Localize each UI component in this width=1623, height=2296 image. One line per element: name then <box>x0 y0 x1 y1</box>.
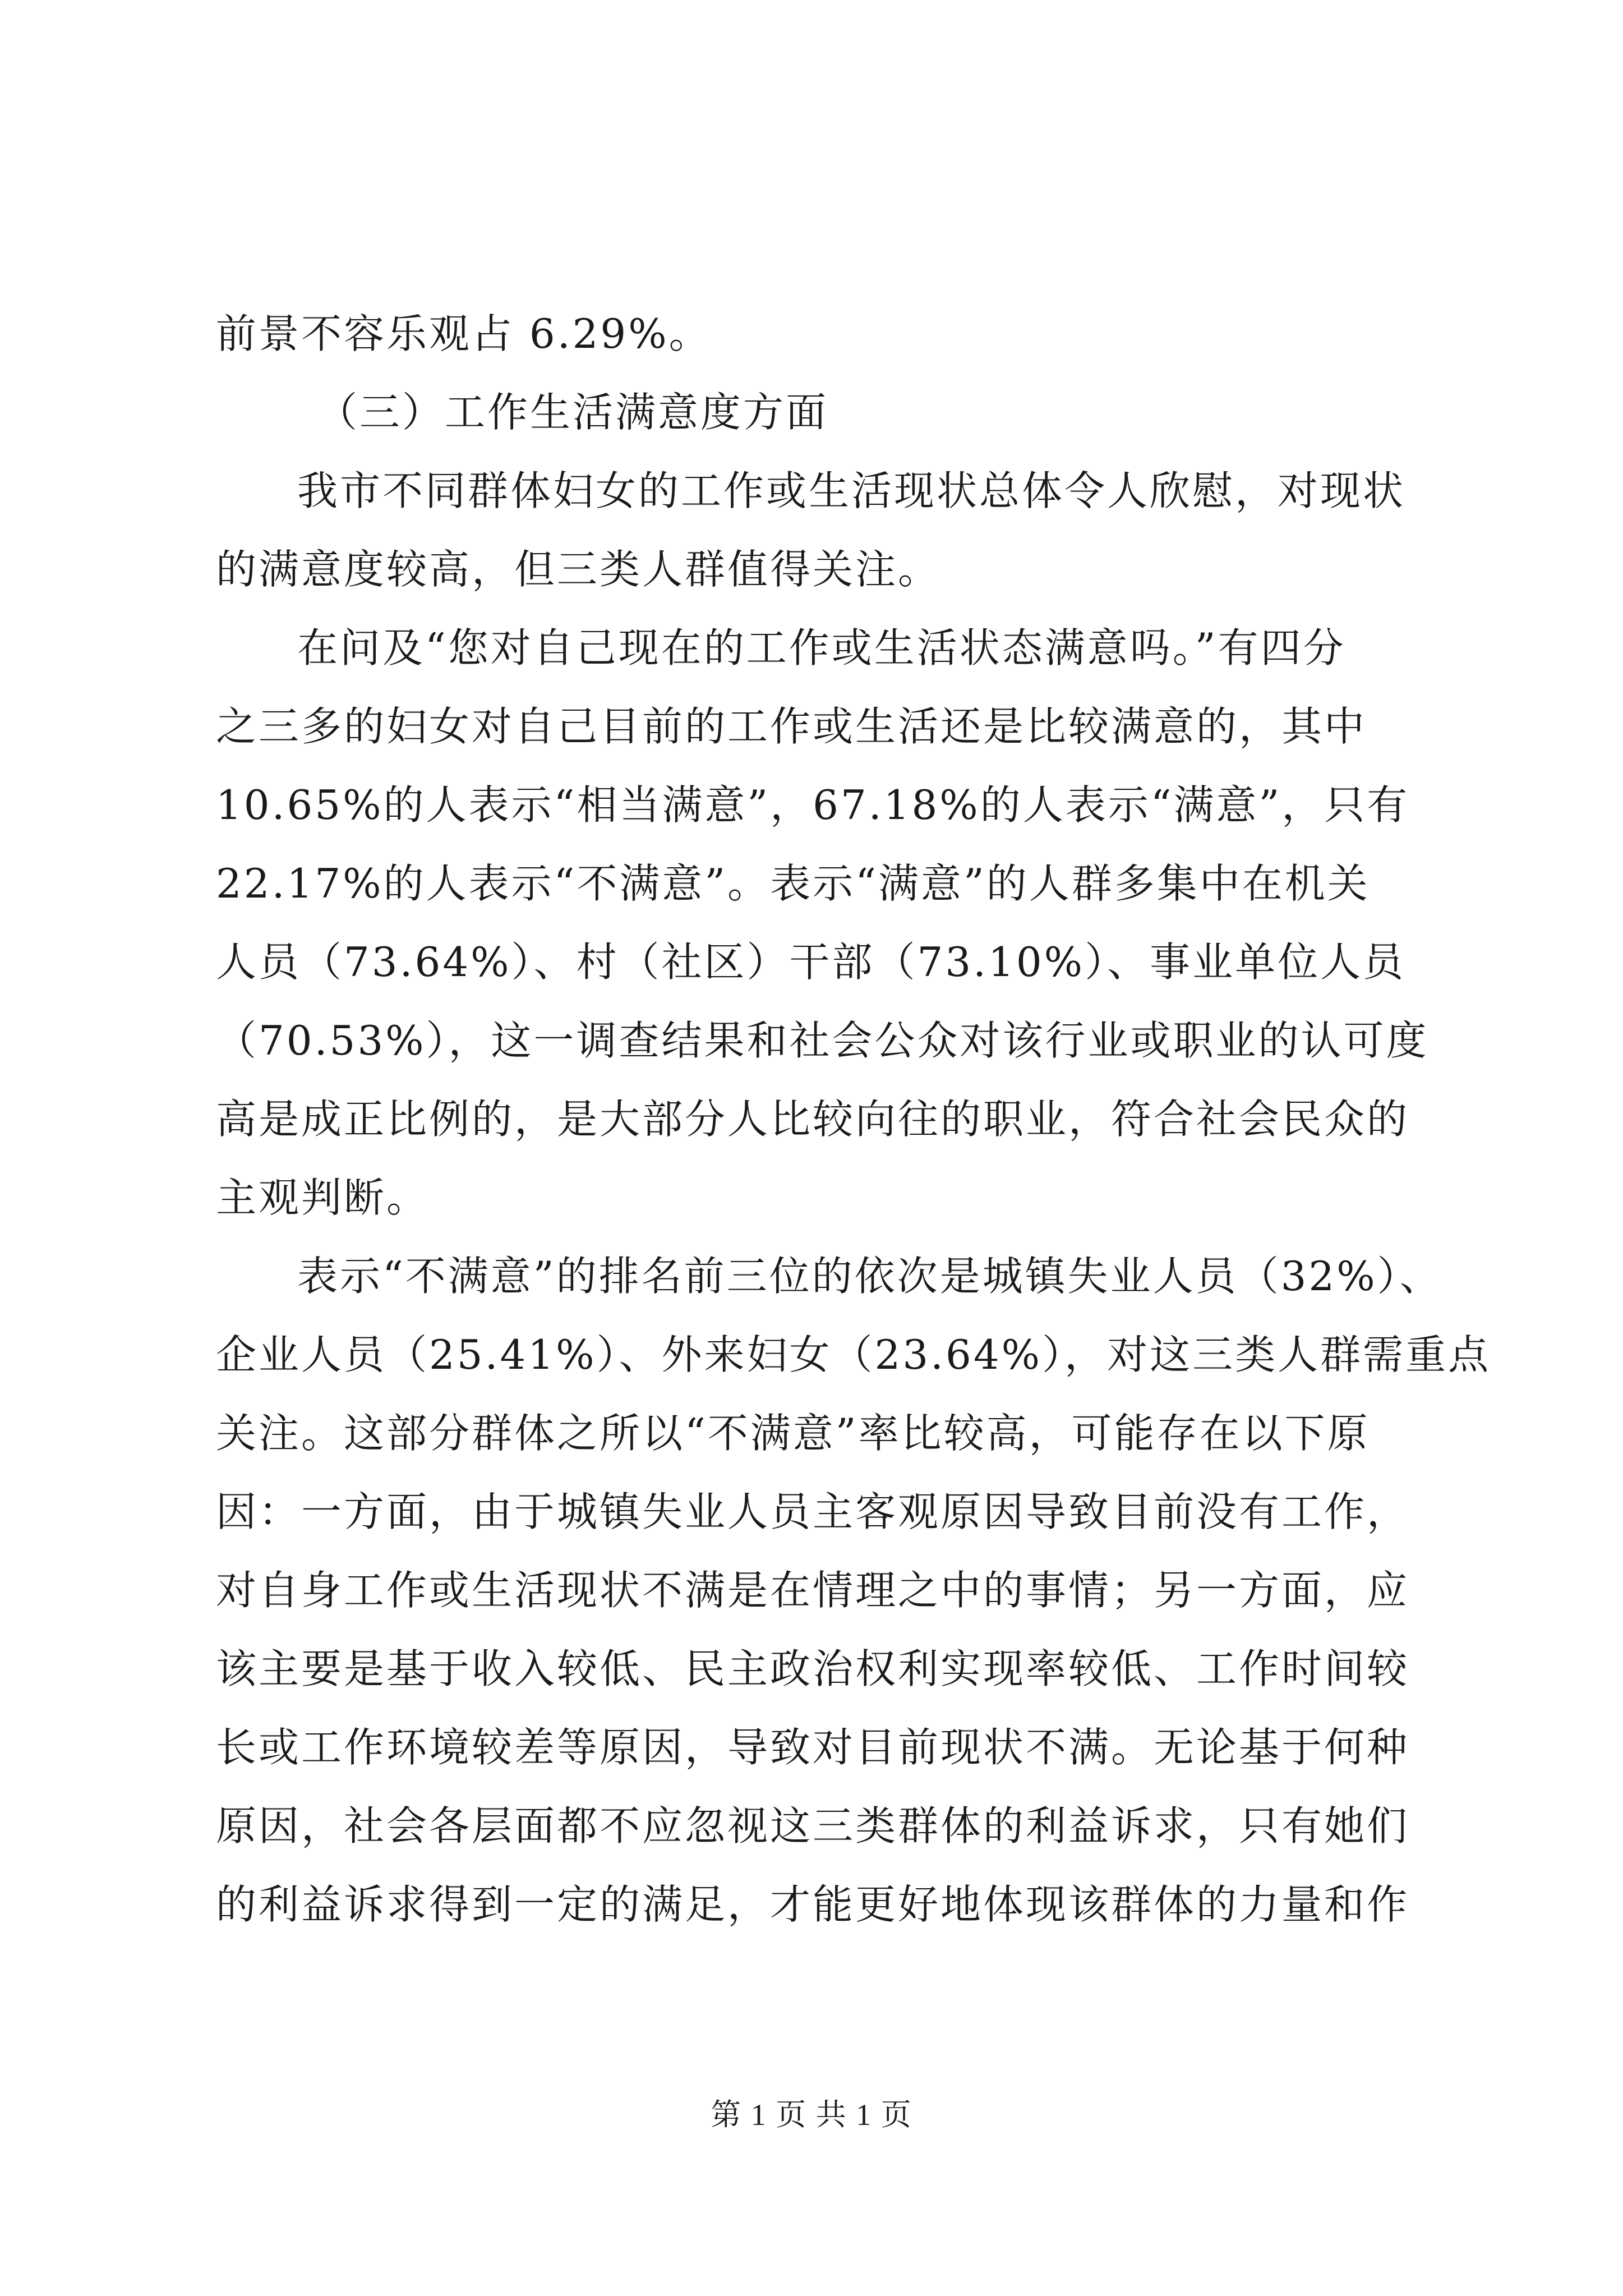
text-line: 高是成正比例的，是大部分人比较向往的职业，符合社会民众的 <box>216 1096 1410 1143</box>
text-line: 我市不同群体妇女的工作或生活现状总体令人欣慰，对现状 <box>297 467 1406 514</box>
page-footer: 第 1 页 共 1 页 <box>711 2098 912 2132</box>
text-line: 之三多的妇女对自己目前的工作或生活还是比较满意的，其中 <box>216 703 1367 750</box>
text-line: 长或工作环境较差等原因，导致对目前现状不满。无论基于何种 <box>216 1724 1410 1771</box>
section-heading: （三）工作生活满意度方面 <box>317 389 829 436</box>
text-line: 关注。这部分群体之所以“不满意”率比较高，可能存在以下原 <box>216 1410 1370 1457</box>
text-line: 原因，社会各层面都不应忽视这三类群体的利益诉求，只有她们 <box>216 1802 1410 1849</box>
text-line: 在问及“您对自己现在的工作或生活状态满意吗。”有四分 <box>297 624 1346 671</box>
text-line: 该主要是基于收入较低、民主政治权利实现率较低、工作时间较 <box>216 1645 1410 1692</box>
text-line: 前景不容乐观占 6.29%。 <box>216 310 712 357</box>
text-line: 因：一方面，由于城镇失业人员主客观原因导致目前没有工作， <box>216 1488 1410 1535</box>
text-line: 主观判断。 <box>216 1174 430 1221</box>
text-line: 表示“不满意”的排名前三位的依次是城镇失业人员（32%）、 <box>297 1253 1442 1300</box>
text-line: （70.53%），这一调查结果和社会公众对该行业或职业的认可度 <box>216 1017 1429 1064</box>
text-line: 22.17%的人表示“不满意”。表示“满意”的人群多集中在机关 <box>216 860 1370 907</box>
text-line: 的利益诉求得到一定的满足，才能更好地体现该群体的力量和作 <box>216 1881 1410 1928</box>
text-line: 10.65%的人表示“相当满意”，67.18%的人表示“满意”，只有 <box>216 781 1410 829</box>
text-line: 的满意度较高，但三类人群值得关注。 <box>216 546 941 593</box>
text-line: 企业人员（25.41%）、外来妇女（23.64%），对这三类人群需重点 <box>216 1331 1491 1378</box>
text-line: 人员（73.64%）、村（社区）干部（73.10%）、事业单位人员 <box>216 938 1406 986</box>
text-line: 对自身工作或生活现状不满是在情理之中的事情；另一方面，应 <box>216 1567 1410 1614</box>
